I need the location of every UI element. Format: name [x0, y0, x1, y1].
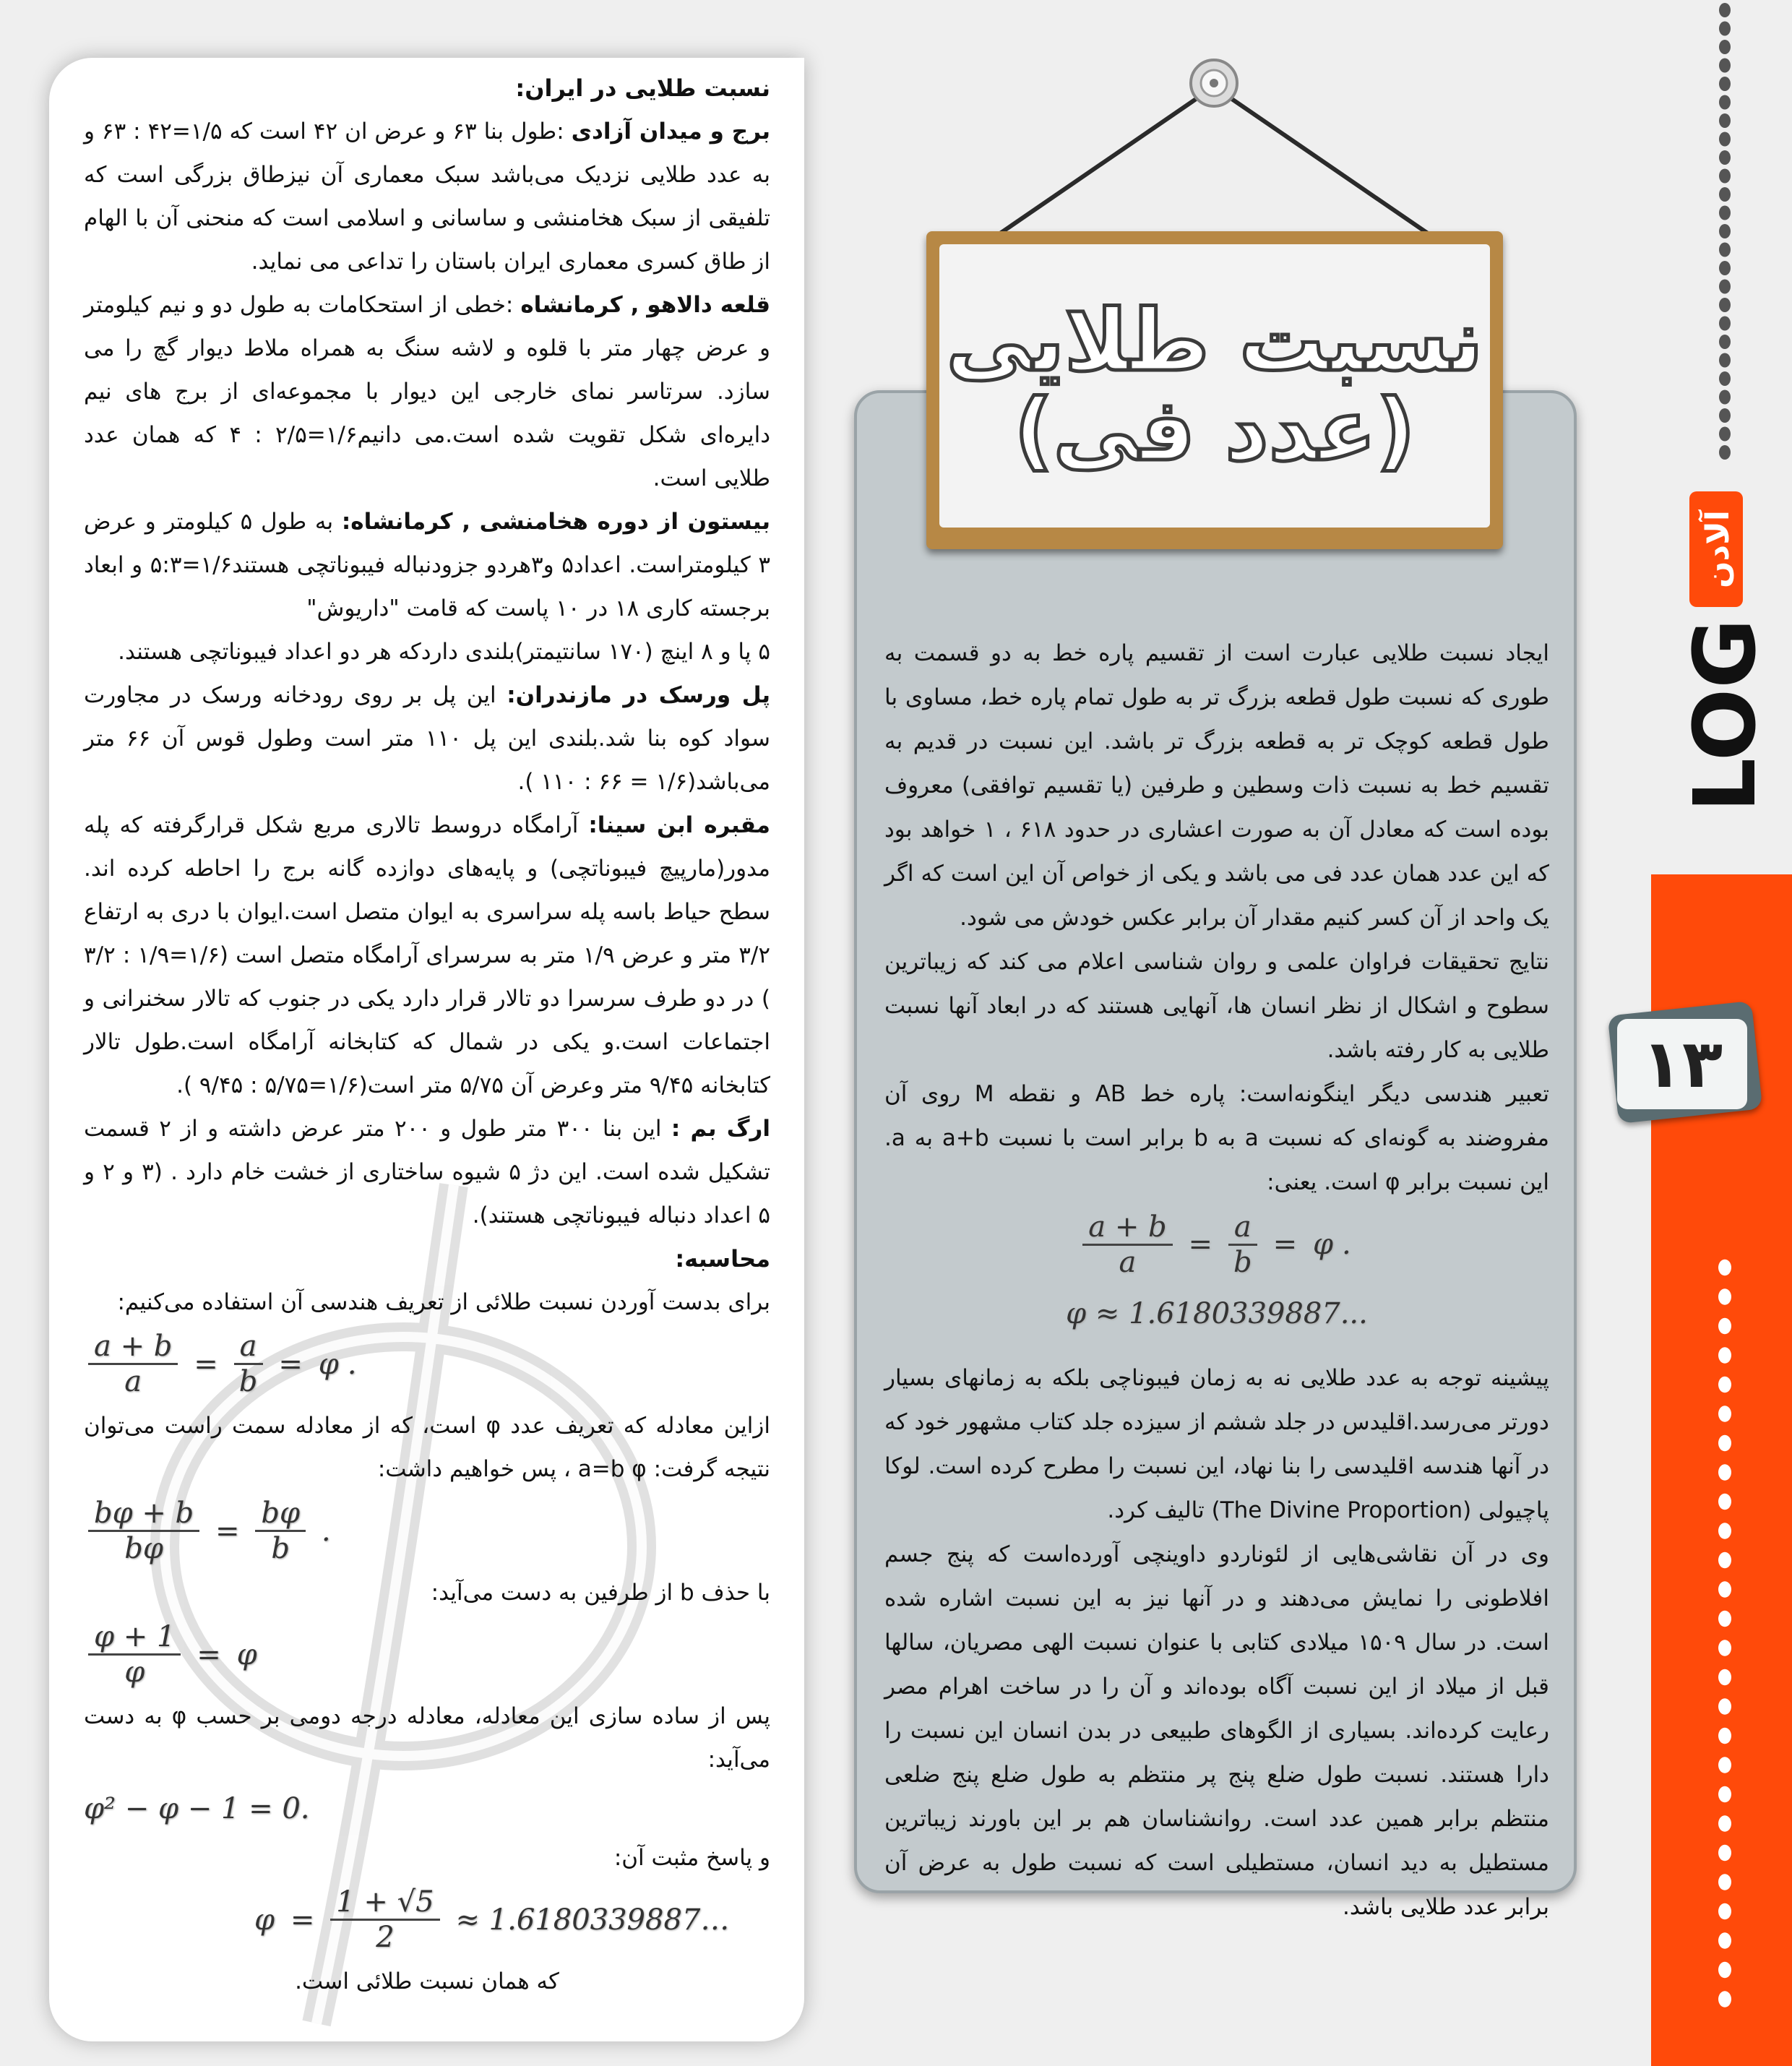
dot-decoration [1718, 1406, 1731, 1422]
dot-decoration [1719, 59, 1731, 73]
dot-decoration [1718, 1669, 1731, 1686]
logo-badge: آلادن [1700, 510, 1736, 588]
bistun-text: به طول ۵ کیلومتر و عرض ۳ کیلومتراست. اعداد۵ و۳هردو جزودنباله فیبوناتچی هستند۱/۶=۵:۳ و ابعاد برجسته کاری ۱۸ در ۱۰ پاست که قامت "داریوش" [84, 509, 771, 621]
approx-value: ≈ 1.6180339887… [455, 1903, 730, 1937]
left-text-column [49, 58, 804, 2041]
dot-decoration [1719, 3, 1731, 17]
phi-approximation: φ ≈ 1.6180339887... [1066, 1297, 1368, 1330]
dot-decoration [1719, 206, 1731, 220]
fraction-a-over-b [1228, 1210, 1257, 1279]
fraction-a-plus-b-over-a [1082, 1210, 1172, 1279]
numerator: 1 + √5 [330, 1885, 439, 1921]
period: . [347, 1347, 357, 1381]
numerator: φ + 1 [88, 1620, 181, 1656]
bam-text: این بنا ۳۰۰ متر طول و ۲۰۰ متر عرض داشته و از ۲ قسمت تشکیل شده است. این دژ ۵ شیوه ساختاری از خشت خام دارد . (۳ و ۲ و ۵ اعداد دنباله فیبوناتچی هستند). [84, 1116, 770, 1228]
page-number: ۱۳ [1641, 1025, 1723, 1103]
equals-sign: = [1188, 1228, 1213, 1261]
bam-title: ارگ بم : [671, 1116, 770, 1142]
phi-symbol: φ [254, 1903, 275, 1937]
log-logo [1675, 484, 1775, 860]
equation-quadratic: φ² − φ − 1 = 0. [84, 1792, 310, 1825]
equals-sign: = [278, 1347, 303, 1381]
right-paragraph-2: نتایج تحقیقات فراوان علمی و روان شناسی اعلام می کند که زیباترین سطوح و اشکال از نظر انسان ها، آنهایی هستند که در ابعاد آنها نسبت طلایی به کار رفته باشد. [884, 949, 1549, 1063]
denominator: a [124, 1365, 142, 1398]
avicenna-title: مقبره ابن سینا: [588, 812, 770, 838]
dot-decoration [1718, 1494, 1731, 1510]
dot-decoration [1719, 243, 1731, 257]
dot-decoration [1718, 1903, 1731, 1920]
calc-conclusion: که همان نسبت طلائی است. [295, 1968, 559, 1994]
dot-decoration [1718, 1640, 1731, 1656]
equals-sign: = [1272, 1228, 1298, 1261]
equation-bphi [84, 1497, 770, 1565]
numerator: a + b [1082, 1210, 1172, 1246]
equals-sign: = [215, 1514, 240, 1548]
fraction-1-plus-sqrt5-over-2 [330, 1885, 439, 1954]
fraction-phi-plus-1-over-phi [88, 1620, 181, 1689]
right-paragraph-4-text: پیشینه توجه به عدد طلایی نه به زمان فیبوناچی بلکه به زمانهای بسیار دورتر می‌رسد.اقلیدس در جلد ششم از سیزده جلد کتاب مشهور خود که در آنها هندسه اقلیدسی را بنا نهاد، این نسبت را مطرح کرده است. لوکا پاچیولی ( [884, 1365, 1549, 1523]
dot-decoration [1718, 1786, 1731, 1803]
equation-phi-plus-one [84, 1620, 770, 1689]
right-paragraph-1: ایجاد نسبت طلایی عبارت است از تقسیم پاره خط به دو قسمت به طوری که نسبت طول قطعه بزرگ تر به طول تمام پاره خط، مساوی با طول قطعه کوچک تر به قطعه بزرگ تر باشد. این نسبت در قدیم به تقسیم خط به نسبت ذات وسطین و طرفین (یا تقسیم توافقی) معروف بوده است که معادل آن به صورت اعشاری در حدود ۶۱۸ ، ۱ خواهد بود که این عدد همان عدد فی می باشد و یکی از خواص آن این است که اگر یک واحد از آن کسر کنیم مقدار آن برابر عکس خودش می شود. [884, 640, 1550, 931]
dot-decoration [1718, 1962, 1731, 1979]
numerator: bφ [255, 1497, 306, 1532]
dot-decoration [1719, 335, 1731, 349]
dot-decoration [1719, 261, 1731, 275]
dot-decoration [1718, 1288, 1731, 1305]
calc-step-2: ازاین معادله که تعریف عدد φ است، که از معادله سمت راست می‌توان نتیجه گرفت: a=b φ ، پس خواهیم داشت: [84, 1413, 770, 1482]
dot-decoration [1718, 1845, 1731, 1861]
calc-step-4: پس از ساده سازی این معادله، معادله درجه دومی بر حسب φ به دست می‌آید: [84, 1703, 771, 1773]
phi-symbol: φ [236, 1637, 257, 1671]
article-panel [854, 390, 1577, 1920]
calc-step-5: و پاسخ مثبت آن: [613, 1845, 770, 1871]
dot-decoration [1719, 353, 1731, 368]
denominator: a [1119, 1246, 1137, 1279]
dot-decoration [1719, 427, 1731, 442]
calc-step-3: با حذف b از طرفین به دست می‌آید: [431, 1580, 770, 1606]
title-board [926, 231, 1503, 549]
dot-decoration [1719, 169, 1731, 184]
dot-decoration [1719, 280, 1731, 294]
dot-decoration [1718, 1815, 1731, 1832]
dot-decoration [1719, 317, 1731, 331]
numerator: bφ + b [88, 1497, 199, 1532]
denominator: 2 [376, 1921, 395, 1954]
dot-decoration [1718, 1347, 1731, 1364]
dot-decoration [1719, 298, 1731, 312]
dot-decoration [1718, 1991, 1731, 2007]
dot-decoration [1718, 1464, 1731, 1481]
calc-intro: برای بدست آوردن نسبت طلائی از تعریف هندسی آن استفاده می‌کنیم: [117, 1289, 770, 1315]
dot-decoration [1719, 113, 1731, 128]
avicenna-paragraph [84, 804, 770, 1107]
sign-section [845, 43, 1582, 1951]
right-article [884, 632, 1549, 1929]
dot-decoration [1719, 40, 1731, 54]
dot-decoration [1718, 1260, 1731, 1276]
avicenna-text: آرامگاه دروسط تالاری مربع شکل قرارگرفته که پله مدور(مارپیچ فیبوناتچی) و پایه‌های دوازده گانه برج را احاطه کرده اند. سطح حیاط باسه پله سراسری به ایوان متصل است.ایوان با دری به ارتفاع ۳/۲ متر و عرض ۱/۹ متر به سرسرای آرامگاه متصل است (۱/۶=۱/۹ : ۳/۲ ) در دو طرف سرسرا دو تالار قرار دارد یکی در جنوب که تالار سخنرانی و اجتماعات است.و یکی در شمال که کتابخانه آرامگاه است.طول تالار کتابخانه ۹/۴۵ متر وعرض آن ۵/۷۵ متر است(۱/۶=۵/۷۵ : ۹/۴۵ ). [84, 812, 771, 1098]
equals-sign: = [197, 1637, 221, 1671]
right-paragraph-3: تعبیر هندسی دیگر اینگونه‌است: پاره خط AB و نقطه M روی آن مفروضند به گونه‌ای که نسبت a به b برابر است با نسبت a+b به a. این نسبت برابر φ است. یعنی: [884, 1081, 1549, 1195]
dot-decoration [1718, 1757, 1731, 1773]
denominator: φ [124, 1656, 145, 1689]
dot-decoration [1718, 1932, 1731, 1949]
equals-sign: = [194, 1347, 218, 1381]
denominator: bφ [124, 1532, 163, 1565]
dot-decoration [1719, 408, 1731, 423]
dot-decoration [1718, 1523, 1731, 1539]
azadi-title: برج و میدان آزادی [571, 119, 771, 145]
dot-decoration [1719, 77, 1731, 91]
veresk-text: این پل بر روی رودخانه ورسک در مجاورت سواد کوه بنا شد.بلندی این پل ۱۱۰ متر است وطول قوس آن ۶۶ متر می‌باشد(۱/۶ = ۶۶ : ۱۱۰ ). [84, 682, 770, 795]
denominator: b [1233, 1246, 1252, 1279]
veresk-paragraph [84, 673, 770, 804]
right-paragraph-5: وی در آن نقاشی‌هایی از لئوناردو داوینچی آورده‌است که پنج جسم افلاطونی را نمایش می‌دهند و در آنها نیز به این نسبت اشاره شده است. در سال ۱۵۰۹ میلادی کتابی با عنوان نسبت الهی مصریان، سالها قبل از میلاد از این نسبت آگاه بوده‌اند و آن را در ساخت اهرام مصر رعایت کرده‌اند. بسیاری از الگوهای طبیعی در بدن انسان این نسبت را دارا هستند. نسبت طول ضلع پنج پر منتظم به طول ضلع پنج ضلعی منتظم برابر همین عدد است. روانشناسان هم بر این باورند زیباترین مستطیل به دید انسان، مستطیلی است که نسبت طول به عرض آن برابر عدد طلایی باشد. [884, 1541, 1549, 1920]
dot-decoration [1718, 1728, 1731, 1744]
dotted-line-bottom [1714, 1257, 1736, 2016]
dot-decoration [1718, 1581, 1731, 1598]
dot-decoration [1719, 371, 1731, 386]
iran-heading: نسبت طلایی در ایران: [515, 74, 770, 102]
board-title-line1: نسبت طلایی [946, 290, 1483, 391]
equation-solution [84, 1885, 770, 1954]
bistun-paragraph [84, 500, 770, 630]
equals-sign: = [290, 1903, 315, 1937]
bistun-title: بیستون از دوره هخامنشی , کرمانشاه: [341, 509, 770, 535]
dot-decoration [1718, 1611, 1731, 1627]
dalahu-paragraph [84, 283, 770, 500]
bam-paragraph [84, 1107, 770, 1237]
right-equation-definition [884, 1210, 1549, 1279]
dot-decoration [1718, 1552, 1731, 1569]
azadi-text: :طول بنا ۶۳ و عرض ان ۴۲ است که ۱/۵=۴۲ : ۶۳ و به عدد طلایی نزدیک می‌باشد سبک معماری آن نیزطاق بزرگی است که تلفیقی از سبک هخامنشی و ساسانی و اسلامی است که منحنی آن با الهام از طاق کسری معماری ایران باستان را تداعی می نماید. [84, 119, 770, 275]
fraction-a-plus-b-over-a [88, 1330, 178, 1398]
left-article [84, 66, 770, 2003]
dot-decoration [1718, 1318, 1731, 1335]
period: . [321, 1514, 331, 1548]
azadi-paragraph [84, 110, 770, 283]
dot-decoration [1718, 1874, 1731, 1890]
dot-decoration [1718, 1377, 1731, 1393]
page-number-face [1617, 1019, 1747, 1109]
denominator: b [238, 1365, 258, 1398]
dot-decoration [1718, 1698, 1731, 1715]
board-title-line2: (عدد فی) [1014, 380, 1416, 480]
dalahu-text: :خطی از استحکامات به طول دو و نیم کیلومتر و عرض چهار متر با قلوه و لاشه سنگ به همراه ملاط دیوار گچ را می سازد. سرتاسر نمای خارجی این دیوار با مجموعه‌ای از برج های نیم دایره‌ای شکل تقویت شده است.می دانیم۱/۶=۲/۵ : ۴ که همان عدد طلایی است. [84, 292, 771, 491]
dot-decoration [1718, 1435, 1731, 1452]
fraction-bphi-plus-b [88, 1497, 199, 1565]
calc-heading: محاسبه: [675, 1245, 770, 1273]
dot-decoration [1719, 187, 1731, 202]
title-board-face [939, 244, 1490, 528]
dot-decoration [1719, 132, 1731, 147]
phi-symbol: φ [318, 1347, 339, 1381]
right-paragraph-4 [884, 1356, 1549, 1533]
numerator: a [234, 1330, 263, 1365]
numerator: a + b [88, 1330, 178, 1365]
fraction-bphi-over-b [255, 1497, 306, 1565]
dotted-line-top [1714, 0, 1736, 462]
dot-decoration [1719, 445, 1731, 460]
phi-symbol: φ [1313, 1228, 1334, 1261]
veresk-title: پل ورسک در مازندران: [507, 682, 770, 708]
fraction-a-over-b [234, 1330, 263, 1398]
denominator: b [271, 1532, 290, 1565]
book-title-latin: The Divine Proportion [1220, 1497, 1463, 1523]
dot-decoration [1719, 390, 1731, 405]
bistun-paragraph-2: ۵ پا و ۸ اینچ (۱۷۰ سانتیمتر)بلندی داردکه هر دو اعداد فیبوناتچی هستند. [118, 639, 770, 665]
logo-text: LOG [1675, 618, 1775, 813]
dalahu-title: قلعه دالاهو , کرمانشاه [520, 292, 770, 318]
period: . [1342, 1228, 1351, 1261]
right-paragraph-4-end: ) تالیف کرد. [1107, 1497, 1220, 1523]
dot-decoration [1719, 150, 1731, 165]
numerator: a [1228, 1210, 1257, 1246]
dot-decoration [1719, 95, 1731, 110]
equation-definition [84, 1330, 770, 1398]
dot-decoration [1719, 224, 1731, 238]
dot-decoration [1719, 22, 1731, 36]
